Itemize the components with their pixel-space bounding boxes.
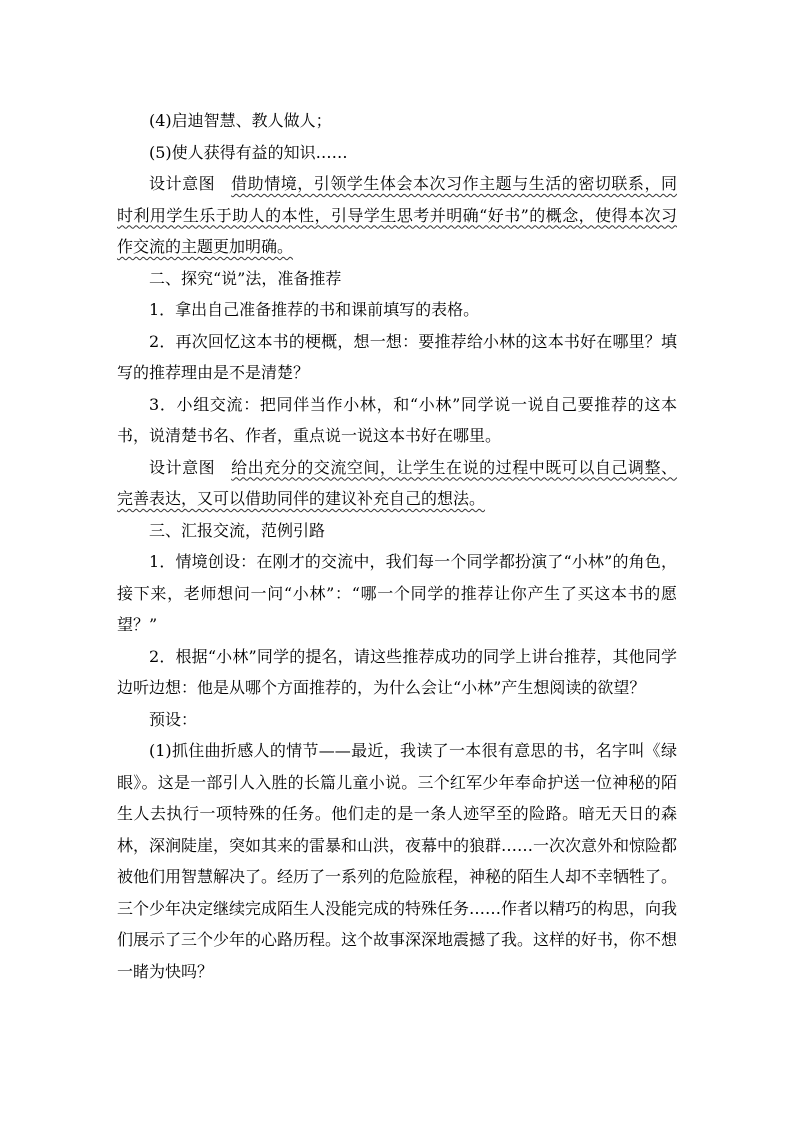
report-step-2: 2．根据“小林”同学的提名，请这些推荐成功的同学上讲台推荐，其他同学边听边想：他是从哪个方面推荐的，为什么会让“小林”产生想阅读的欲望？	[117, 646, 677, 697]
document-page	[117, 105, 677, 987]
list-item-knowledge: (5)使人获得有益的知识……	[149, 142, 348, 162]
step-1: 1．拿出自己准备推荐的书和课前填写的表格。	[149, 300, 480, 319]
step-3: 3．小组交流：把同伴当作小林，和“小林”同学说一说自己要推荐的这本书，说清楚书名、作者，重点说一说这本书好在哪里。	[117, 394, 677, 445]
preset-example-paragraph: (1)抓住曲折感人的情节——最近，我读了一本很有意思的书，名字叫《绿眼》。这是一部引人入胜的长篇儿童小说。三个红军少年奉命护送一位神秘的陌生人去执行一项特殊的任务。他们走的是一条人迹罕至的险路。暗无天日的森林，深涧陡崖，突如其来的雷暴和山洪，夜幕中的狼群……一次次意外和惊险都被他们用智慧解决了。经历了一系列的危险旅程，神秘的陌生人却不幸牺牲了。三个少年决定继续完成陌生人没能完成的特殊任务……作者以精巧的构思，向我们展示了三个少年的心路历程。这个故事深深地震撼了我。这样的好书，你不想一睹为快吗？	[117, 741, 678, 981]
design-intent-paragraph	[117, 452, 677, 515]
report-step-1: 1．情境创设：在刚才的交流中，我们每一个同学都扮演了“小林”的角色，接下来，老师想问一问“小林”：“哪一个同学的推荐让你产生了买这本书的愿望？”	[117, 552, 677, 634]
step-2: 2．再次回忆这本书的梗概，想一想：要推荐给小林的这本书好在哪里？填写的推荐理由是不是清楚？	[117, 331, 677, 382]
section-heading-explore: 二、探究“说”法，准备推荐	[149, 268, 342, 288]
design-intent-text: 借助情境，引领学生体会本次习作主题与生活的密切联系，同时利用学生乐于助人的本性，引导学生思考并明确“好书”的概念，使得本次习作交流的主题更加明确。	[117, 174, 677, 256]
design-intent-text: 给出充分的交流空间，让学生在说的过程中既可以自己调整、完善表达，又可以借助同伴的建议补充自己的想法。	[117, 457, 677, 508]
list-item-enlighten: (4)启迪智慧、教人做人；	[149, 111, 332, 130]
design-intent-label: 设计意图	[149, 174, 216, 193]
preset-label: 预设：	[149, 709, 198, 729]
section-heading-report: 三、汇报交流，范例引路	[149, 520, 326, 540]
design-intent-paragraph	[117, 168, 677, 263]
design-intent-label: 设计意图	[149, 457, 216, 477]
